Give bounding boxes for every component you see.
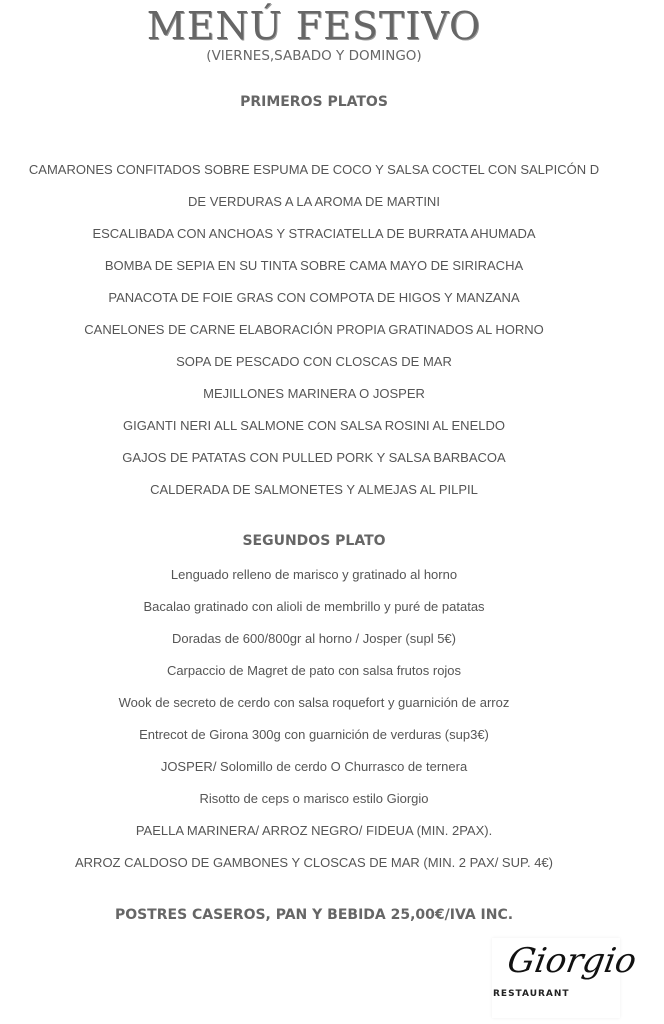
primeros-heading: PRIMEROS PLATOS [240, 94, 388, 110]
menu-subtitle: (VIERNES,SABADO Y DOMINGO) [206, 48, 422, 64]
menu-item: CANELONES DE CARNE ELABORACIÓN PROPIA GRATINADOS AL HORNO [84, 322, 544, 337]
menu-item: GAJOS DE PATATAS CON PULLED PORK Y SALSA BARBACOA [122, 450, 506, 465]
menu-item: Entrecot de Girona 300g con guarnición de verduras (sup3€) [139, 727, 489, 742]
menu-item: Wook de secreto de cerdo con salsa roquefort y guarnición de arroz [118, 695, 510, 710]
postres-line: POSTRES CASEROS, PAN Y BEBIDA 25,00€/IVA INC. [114, 907, 514, 923]
menu-item: Bacalao gratinado con alioli de membrillo y puré de patatas [143, 599, 485, 614]
logo-script: Giorgio [504, 941, 640, 981]
menu-item: ARROZ CALDOSO DE GAMBONES Y CLOSCAS DE MAR (MIN. 2 PAX/ SUP. 4€) [75, 855, 553, 870]
menu-item: Risotto de ceps o marisco estilo Giorgio [199, 791, 429, 806]
menu-item: Doradas de 600/800gr al horno / Josper (supl 5€) [171, 631, 456, 646]
menu-item: JOSPER/ Solomillo de cerdo O Churrasco de ternera [160, 759, 468, 774]
menu-item: SOPA DE PESCADO CON CLOSCAS DE MAR [176, 354, 452, 369]
logo-tagline: RESTAURANT [493, 989, 570, 999]
menu-item: CALDERADA DE SALMONETES Y ALMEJAS AL PILPIL [150, 482, 478, 497]
menu-item: DE VERDURAS A LA AROMA DE MARTINI [188, 194, 440, 209]
menu-item: Lenguado relleno de marisco y gratinado al horno [170, 567, 458, 582]
restaurant-logo [492, 938, 640, 1018]
menu-item: PANACOTA DE FOIE GRAS CON COMPOTA DE HIGOS Y MANZANA [108, 290, 520, 305]
menu-item: GIGANTI NERI ALL SALMONE CON SALSA ROSINI AL ENELDO [123, 418, 505, 433]
menu-item: BOMBA DE SEPIA EN SU TINTA SOBRE CAMA MAYO DE SIRIRACHA [104, 258, 524, 273]
menu-item: PAELLA MARINERA/ ARROZ NEGRO/ FIDEUA (MIN. 2PAX). [135, 823, 493, 838]
segundos-heading: SEGUNDOS PLATO [242, 533, 386, 549]
menu-item: Carpaccio de Magret de pato con salsa frutos rojos [166, 663, 462, 678]
menu-item: ESCALIBADA CON ANCHOAS Y STRACIATELLA DE BURRATA AHUMADA [92, 226, 536, 241]
menu-item: MEJILLONES MARINERA O JOSPER [203, 386, 425, 401]
menu-item: CAMARONES CONFITADOS SOBRE ESPUMA DE COCO Y SALSA COCTEL CON SALPICÓN D [28, 162, 600, 177]
menu-title: MENÚ FESTIVO [146, 4, 482, 48]
